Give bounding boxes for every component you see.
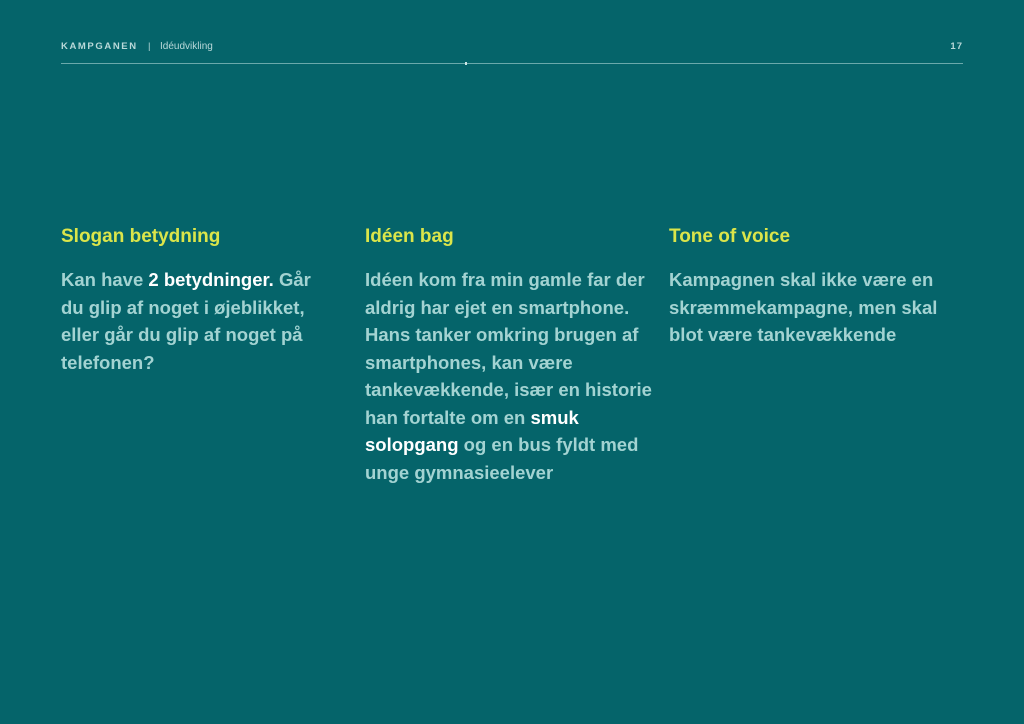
header-divider (61, 63, 963, 64)
page-header (61, 41, 963, 55)
column-slogan-meaning (61, 224, 336, 376)
column-body (61, 266, 336, 376)
body-text: og en bus fyldt med unge gymnasieelever (365, 434, 639, 483)
column-tone-of-voice (669, 224, 969, 349)
brand-name: KAMPGANEN (61, 41, 138, 52)
column-heading: Tone of voice (669, 226, 791, 247)
page-number: 17 (950, 41, 963, 52)
column-heading: Idéen bag (365, 226, 454, 247)
column-body (365, 266, 655, 486)
body-text: Idéen kom fra min gamle far der aldrig har ejet en smartphone. Hans tanker omkring brugen af smartphones, kan være tankevækkende, især en historie han fortalte om en (365, 269, 652, 428)
highlighted-text: smuk solopgang (365, 406, 579, 455)
body-text: Går du glip af noget i øjeblikket, eller går du glip af noget på telefonen? (61, 269, 311, 373)
column-heading: Slogan betydning (61, 226, 221, 247)
column-body (669, 266, 969, 349)
divider-marker (465, 62, 467, 65)
column-idea-behind (365, 224, 655, 486)
highlighted-text: 2 betydninger. (148, 269, 274, 290)
header-separator: | (148, 41, 151, 52)
body-text: Kampagnen skal ikke være en skræmmekampagne, men skal blot være tankevækkende (669, 269, 938, 345)
body-text: Kan have (61, 269, 149, 290)
section-title: Idéudvikling (160, 41, 213, 52)
